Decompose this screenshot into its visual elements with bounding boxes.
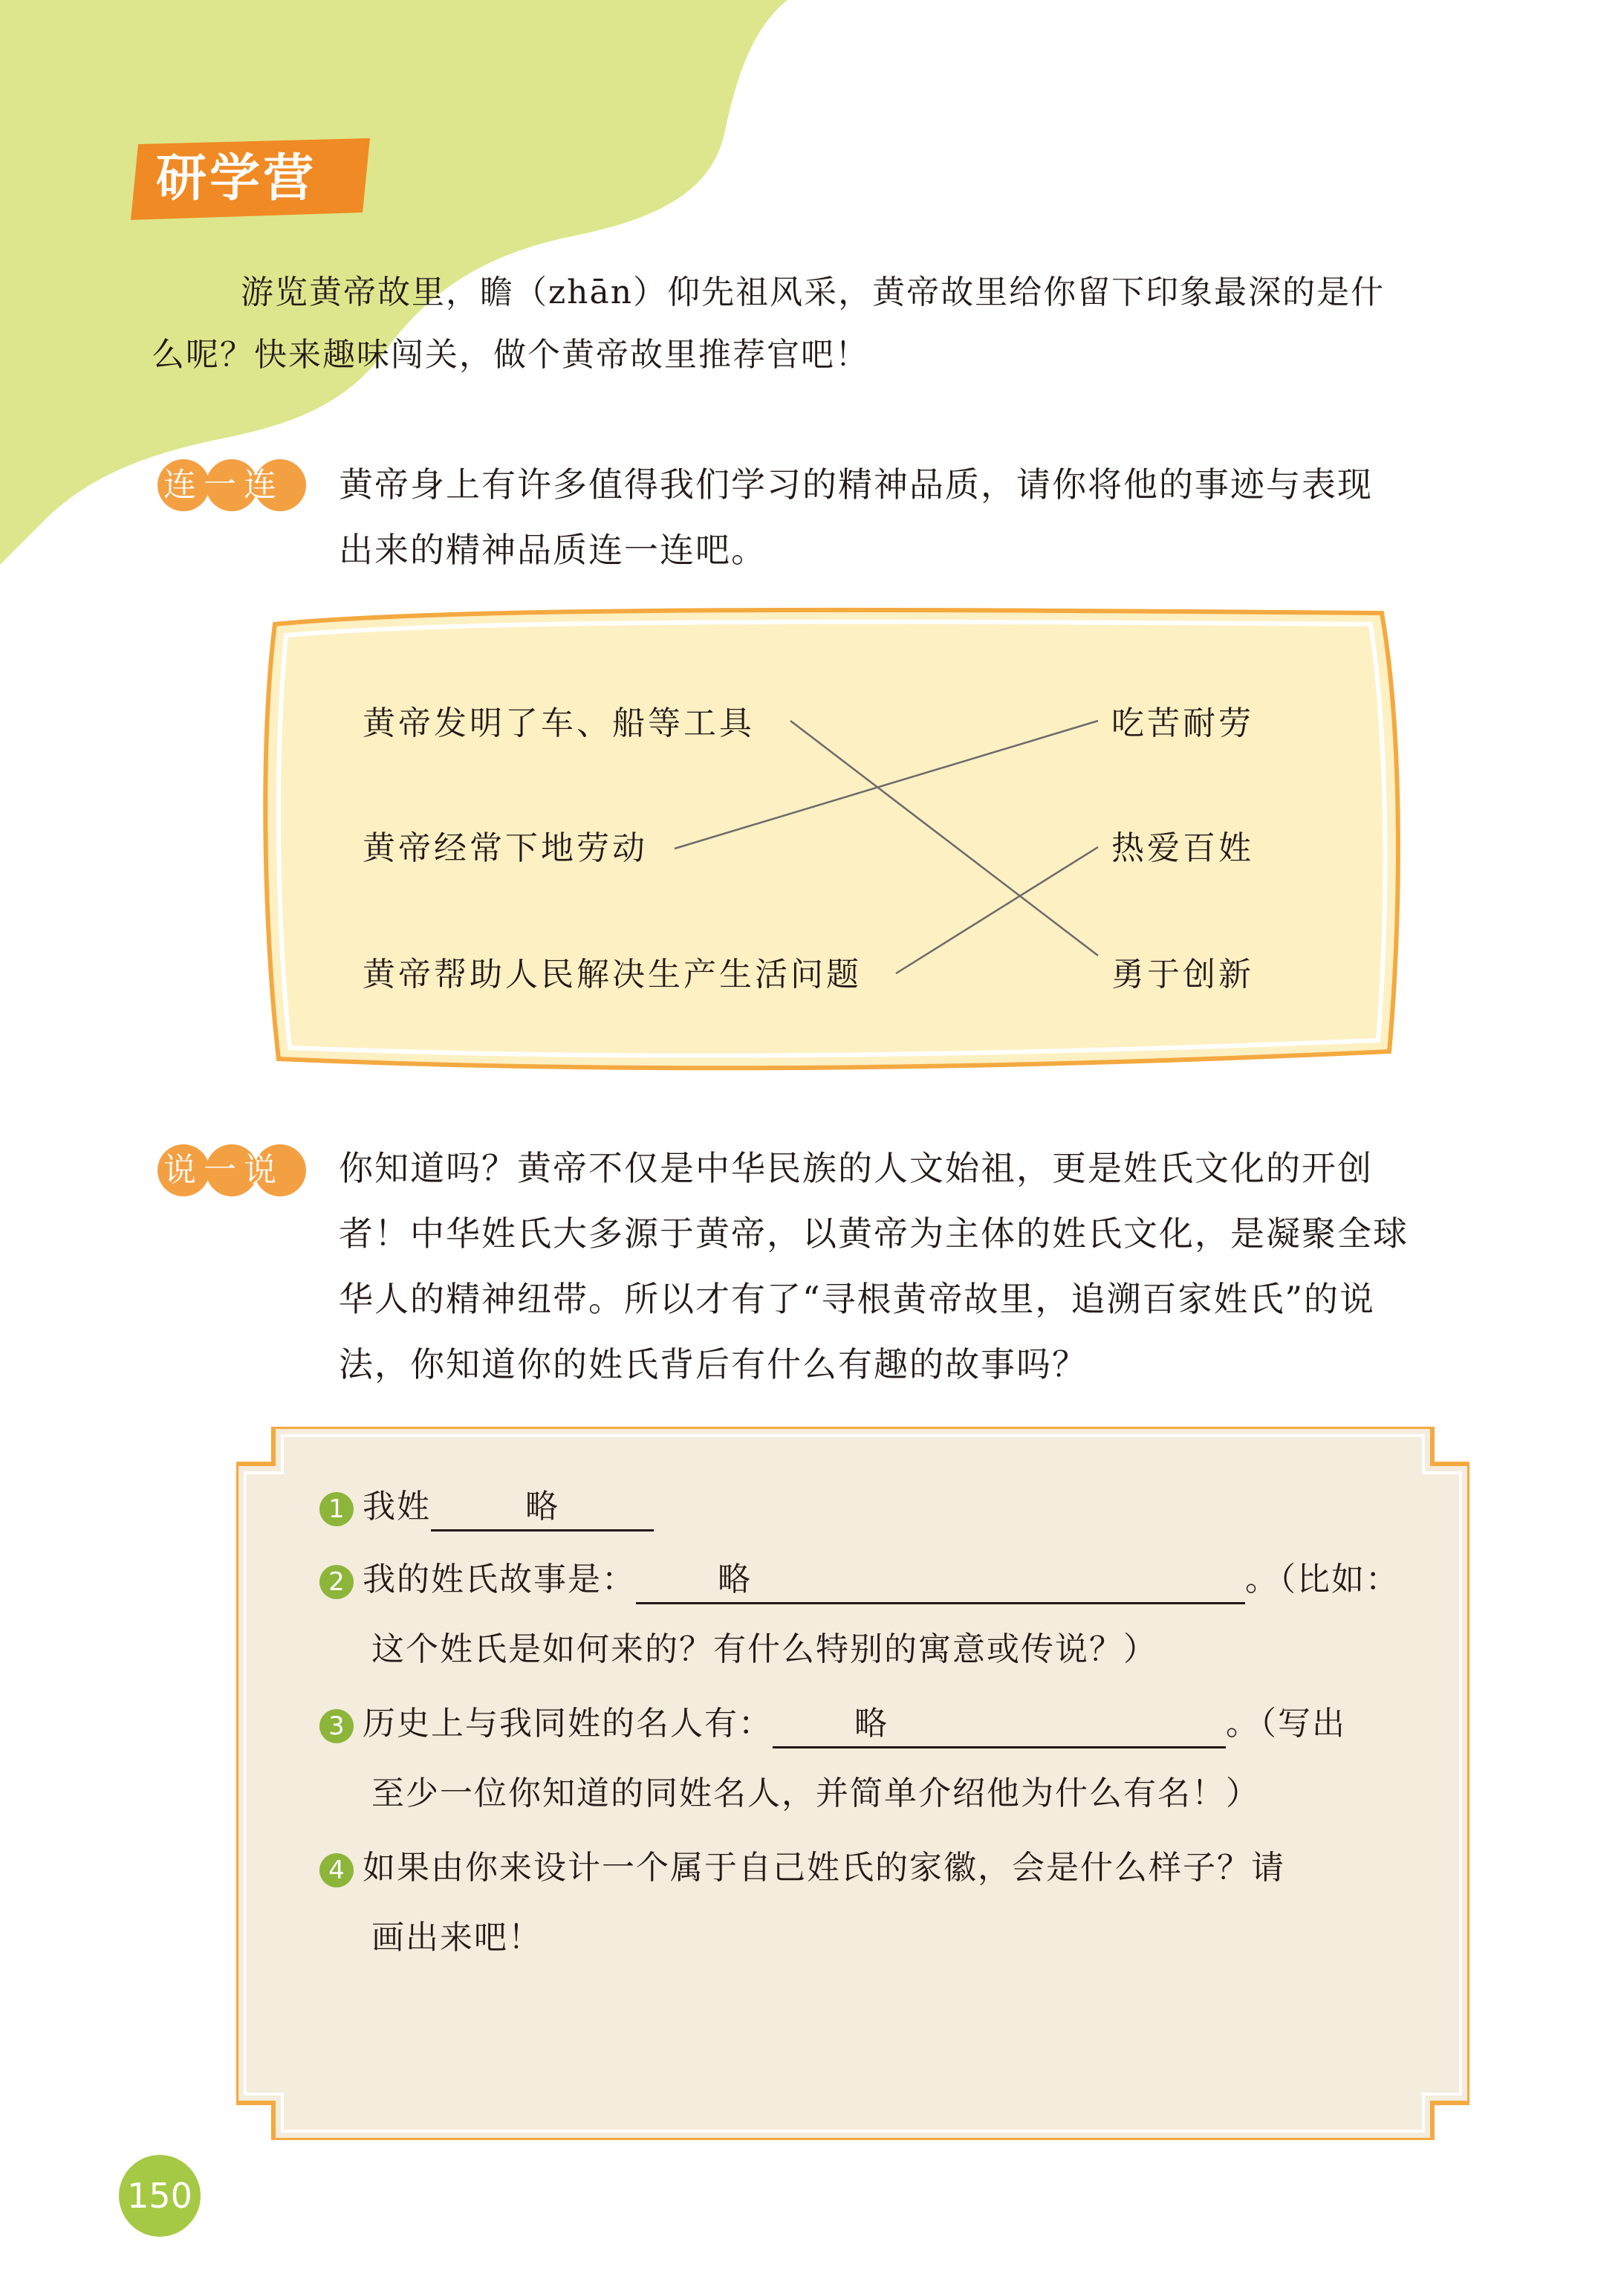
fill-item-2 [319,1557,1400,1604]
fill-4-line-1: 如果由你来设计一个属于自己姓氏的家徽，会是什么样子？请 [363,1849,1285,1887]
number-badge-4: 4 [319,1853,354,1887]
match-right-3: 勇于创新 [1111,956,1254,993]
fill-item-3 [319,1702,1346,1748]
fill-3-prefix: 历史上与我同姓的名人有： [363,1705,773,1743]
number-badge-1: 1 [319,1492,354,1526]
intro-paragraph [152,262,1474,386]
number-badge-3: 3 [319,1709,354,1743]
fill-1-answer[interactable]: 略 [431,1485,654,1531]
fill-1-prefix: 我姓 [363,1488,431,1526]
task1-tag: 连一连 [163,466,284,504]
match-left-2: 黄帝经常下地劳动 [363,829,648,867]
fill-2-suffix: 。（比如： [1245,1560,1400,1598]
fill-3-answer[interactable]: 略 [773,1702,1226,1748]
fill-4-line-2: 画出来吧！ [371,1919,542,1957]
fill-3-hint: 至少一位你知道的同姓名人，并简单介绍他为什么有名！） [371,1774,1260,1812]
fill-2-answer[interactable]: 略 [636,1557,1245,1604]
match-right-1: 吃苦耐劳 [1111,704,1254,742]
match-left-1: 黄帝发明了车、船等工具 [363,704,755,742]
intro-line-1: 游览黄帝故里，瞻（zhān）仰先祖风采，黄帝故里给你留下印象最深的是什 [241,273,1386,311]
task2-tag: 说一说 [163,1151,284,1189]
match-right-2: 热爱百姓 [1111,829,1254,867]
task2-line-2: 者！中华姓氏大多源于黄帝，以黄帝为主体的姓氏文化，是凝聚全球 [339,1213,1409,1254]
task2-question [339,1135,1483,1397]
match-left-3: 黄帝帮助人民解决生产生活问题 [363,956,862,993]
fill-3-suffix: 。（写出 [1226,1705,1346,1743]
fill-2-prefix: 我的姓氏故事是： [363,1560,636,1598]
task1-line-1: 黄帝身上有许多值得我们学习的精神品质，请你将他的事迹与表现 [339,464,1373,505]
task1-question [339,452,1483,583]
task2-line-1: 你知道吗？黄帝不仅是中华民族的人文始祖，更是姓氏文化的开创 [339,1148,1373,1188]
number-badge-2: 2 [319,1565,354,1599]
fill-item-1 [319,1485,654,1531]
banner-title: 研学营 [156,149,317,208]
task2-line-4: 法，你知道你的姓氏背后有什么有趣的故事吗？ [339,1344,1088,1384]
page-number: 150 [127,2176,192,2216]
task1-line-2: 出来的精神品质连一连吧。 [339,530,767,570]
task2-line-3: 华人的精神纽带。所以才有了“寻根黄帝故里，追溯百家姓氏”的说 [339,1279,1376,1319]
fill-item-4 [319,1846,1285,1890]
fill-2-hint: 这个姓氏是如何来的？有什么特别的寓意或传说？） [371,1630,1157,1668]
intro-line-2: 么呢？快来趣味闯关，做个黄帝故里推荐官吧！ [152,336,869,374]
